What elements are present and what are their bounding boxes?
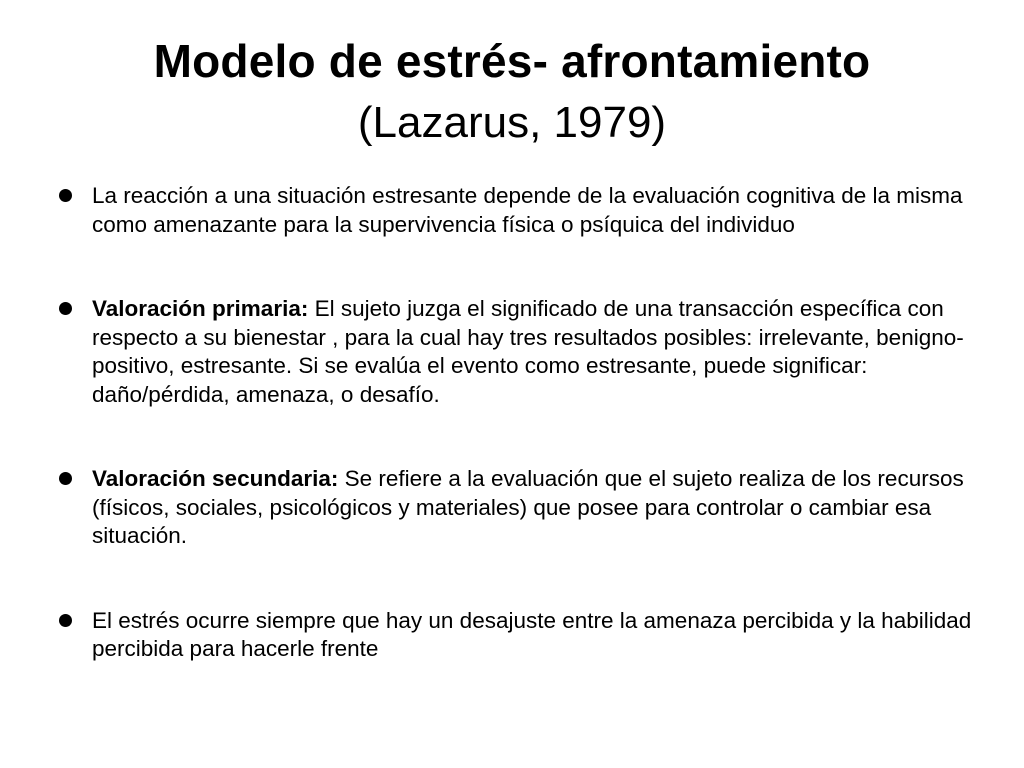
slide-title-block: [0, 30, 1024, 154]
bullet-text: [92, 296, 964, 407]
bullet-item: [56, 607, 976, 664]
bullet-text: [92, 608, 971, 662]
slide-title: Modelo de estrés- afrontamiento: [153, 35, 871, 87]
bullet-body: El estrés ocurre siempre que hay un desajuste entre la amenaza percibida y la habilidad percibida para hacerle frente: [92, 607, 972, 661]
slide-subtitle: (Lazarus, 1979): [357, 98, 667, 147]
bullet-item: [56, 295, 976, 409]
bullet-dot-icon: [59, 614, 72, 627]
bullet-body: El sujeto juzga el significado de una transacción específica con respecto a su bienestar , para la cual hay tres resultados posibles: irrelevante, benigno- positivo, estresante. Si se evalúa el evento como estresante, puede significar: daño/pérdida, amenaza, o desafío.: [92, 296, 964, 407]
bullet-dot-icon: [59, 472, 72, 485]
bullet-list: [56, 182, 976, 664]
bullet-text: [92, 183, 963, 237]
bullet-term: Valoración primaria:: [92, 296, 309, 321]
bullet-item: [56, 182, 976, 239]
bullet-body: Se refiere a la evaluación que el sujeto realiza de los recursos (físicos, sociales, psicológicos y materiales) que posee para controlar o cambiar esa situación.: [92, 466, 964, 548]
bullet-item: [56, 465, 976, 551]
bullet-dot-icon: [59, 189, 72, 202]
bullet-term: Valoración secundaria:: [92, 466, 339, 491]
bullet-text: [92, 466, 964, 548]
bullet-dot-icon: [59, 302, 72, 315]
bullet-body: La reacción a una situación estresante depende de la evaluación cognitiva de la misma como amenazante para la supervivencia física o psíquica del individuo: [92, 183, 963, 237]
